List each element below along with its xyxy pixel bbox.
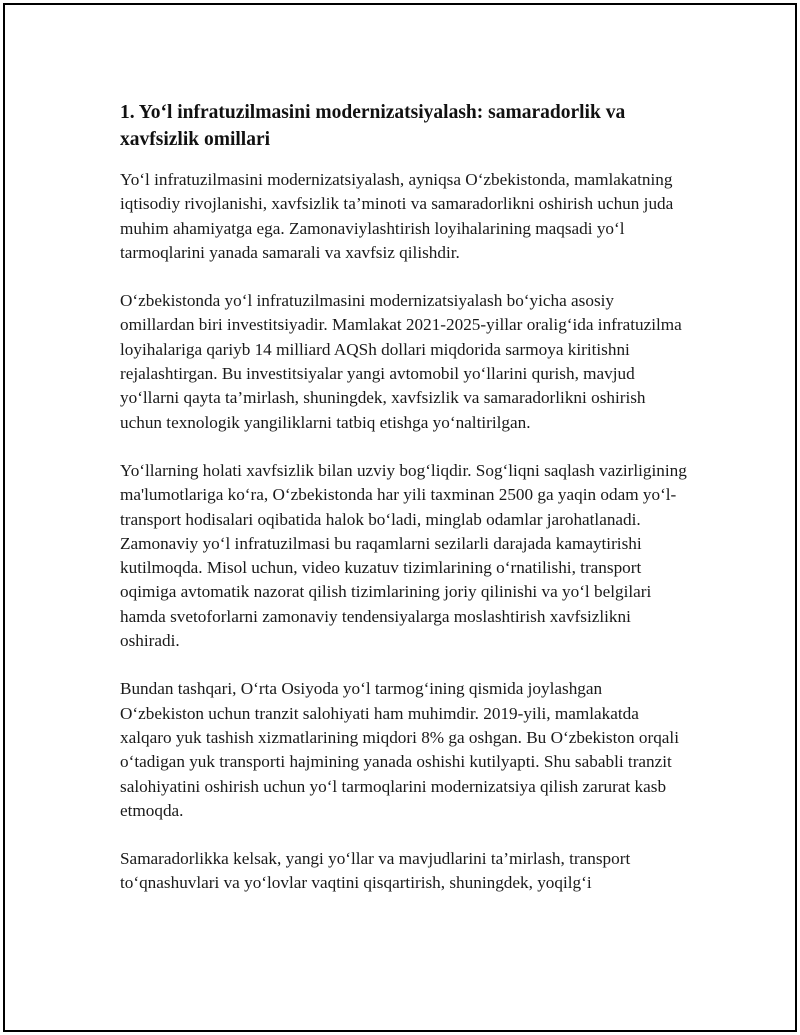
- page-frame: [3, 3, 797, 1032]
- paragraph-safety: Yo‘llarning holati xavfsizlik bilan uzviy bog‘liqdir. Sog‘liqni saqlash vazirligining ma'lumotlariga ko‘ra, O‘zbekistonda har yili taxminan 2500 ga yaqin odam yo‘l-transport hodisalari oqibatida halok bo‘ladi, minglab odamlar jarohatlanadi. Zamonaviy yo‘l infratuzilmasi bu raqamlarni sezilarli darajada kamaytirishi kutilmoqda. Misol uchun, video kuzatuv tizimlarining o‘rnatilishi, transport oqimiga avtomatik nazorat qilish tizimlarining joriy qilinishi va yo‘l belgilari hamda svetoforlarni zamonaviy tendensiyalarga moslashtirish xavfsizlikni oshiradi.: [120, 460, 687, 651]
- paragraph-transit: Bundan tashqari, O‘rta Osiyoda yo‘l tarmog‘ining qismida joylashgan O‘zbekiston uchun tranzit salohiyati ham muhimdir. 2019-yili, mamlakatda xalqaro yuk tashish xizmatlarining miqdori 8% ga oshgan. Bu O‘zbekiston orqali o‘tadigan yuk transporti hajmining yanada oshishi kutilyapti. Shu sababli tranzit salohiyatini oshirish uchun yo‘l tarmoqlarini modernizatsiya qilish zarurat kasb etmoqda.: [120, 679, 679, 820]
- paragraph-intro: Yo‘l infratuzilmasini modernizatsiyalash, ayniqsa O‘zbekistonda, mamlakatning iqtisodiy rivojlanishi, xavfsizlik ta’minoti va samaradorlikni oshirish uchun juda muhim ahamiyatga ega. Zamonaviylashtirish loyihalarining maqsadi yo‘l tarmoqlarini yanada samarali va xavfsiz qilishdir.: [120, 170, 674, 262]
- document-body: [120, 99, 690, 920]
- section-heading: 1. Yo‘l infratuzilmasini modernizatsiyalash: samaradorlik va xavfsizlik omillari: [120, 102, 626, 150]
- paragraph-investment: O‘zbekistonda yo‘l infratuzilmasini modernizatsiyalash bo‘yicha asosiy omillardan biri investitsiyadir. Mamlakat 2021-2025-yillar oralig‘ida infratuzilma loyihalariga qariyb 14 milliard AQSh dollari miqdorida sarmoya kiritishni rejalashtirgan. Bu investitsiyalar yangi avtomobil yo‘llarini qurish, mavjud yo‘llarni qayta ta’mirlash, shuningdek, xavfsizlik va samaradorlikni oshirish uchun texnologik yangiliklarni tatbiq etishga yo‘naltirilgan.: [120, 291, 682, 432]
- paragraph-efficiency: Samaradorlikka kelsak, yangi yo‘llar va mavjudlarini ta’mirlash, transport to‘qnashuvlari va yo‘lovlar vaqtini qisqartirish, shuningdek, yoqilg‘i: [120, 849, 631, 893]
